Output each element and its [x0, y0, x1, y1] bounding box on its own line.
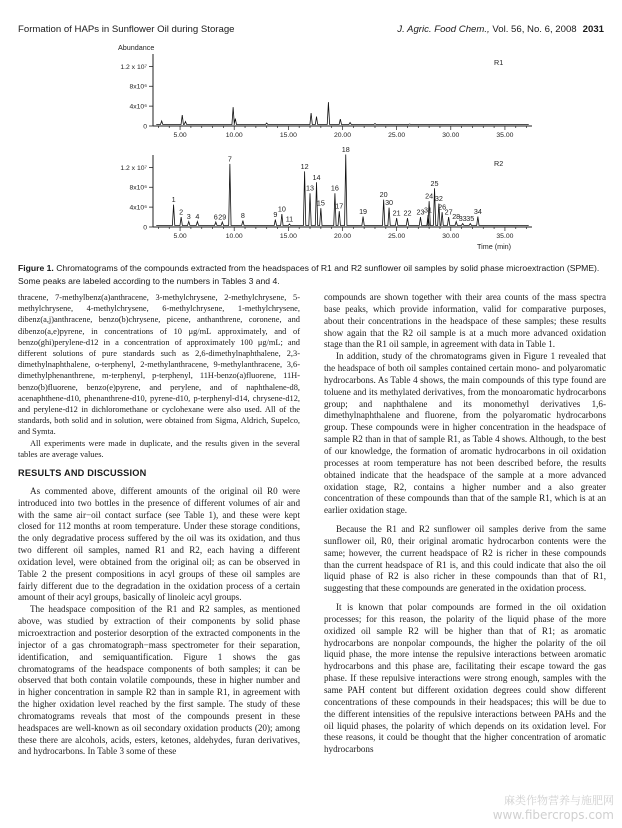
peak-label: 25	[430, 178, 439, 188]
watermark-text: 麻类作物营养与施肥网	[504, 794, 614, 807]
y-tick-label: 4x10⁶	[129, 103, 147, 111]
body-paragraph: The headspace composition of the R1 and R2 samples, as mentioned above, was studied by extraction of their components by solid phase microextraction and posterior desorption of the extracted components in the injector of a gas chromatograph−mass spectrometer for their separation, identification, and semiquantification. Figure 1 shows the gas chromatograms of the headspace components of both samples; it can be observed that both contain volatile compounds, these in higher number and in higher concentration in sample R2 than in sample R1, in agreement with the higher oxidation level reached by the first sample. The study of these chromatograms reveals that most of the compounds present in these headspaces are well-known as oil secondary oxidation products (20); among these there are alcohols, acids, esters, ketones, aldehydes, furan derivatives, and hydrocarbons. In Table 3 some of these	[18, 604, 300, 757]
peak-label: 32	[434, 194, 443, 204]
x-tick-label: 25.00	[388, 233, 406, 240]
x-tick-label: 10.00	[225, 132, 243, 139]
y-tick-label: 1.2 x 10⁷	[120, 63, 147, 71]
peak-label: 23	[416, 207, 425, 217]
panel-label: R1	[494, 58, 504, 67]
peak-label: 17	[335, 201, 344, 211]
peak-label: 21	[392, 208, 401, 218]
caption-text: Chromatograms of the compounds extracted from the headspaces of R1 and R2 sunflower oil samples by solid phase microextraction (SPME). Some peaks are labeled according to the numbers in Tables 3 and 4.	[18, 263, 600, 286]
peak-label: 16	[330, 183, 339, 193]
methods-note: All experiments were made in duplicate, and the results given in the several tables are average values.	[18, 438, 300, 459]
left-column	[18, 292, 300, 758]
panel-label: R2	[494, 159, 504, 168]
peak-label: 14	[312, 172, 321, 182]
x-tick-label: 20.00	[333, 233, 352, 240]
x-tick-label: 35.00	[496, 132, 514, 139]
peak-label: 35	[466, 214, 475, 224]
x-tick-label: 25.00	[388, 132, 406, 139]
y-tick-label: 0	[143, 224, 147, 232]
x-axis-label: Time (min)	[477, 242, 512, 251]
body-paragraph: It is known that polar compounds are formed in the oil oxidation processes; for this reason, the polarity of the liquid phase of the more oxidized oil sample R2 will be higher than that of R1; as aromatic hydrocarbons are nonpolar compounds, the higher the polarity of the oil liquid phase, the more intense the repulsive interactions between aromatic hydrocarbons and this phase are, facilitating their escape toward the gas phase. If these repulsive interactions were strong enough, samples with the same PAH content but different oxidation degrees could show different concentrations of these compounds in their headspaces; this will be due to the different intensities of the repulsive interactions between PAHs and the oil liquid phases, the polarity of which depends on its oxidation level. For these reasons, it could be thought that the higher concentration of aromatic hydrocarbons	[324, 602, 606, 755]
peak-label: 2	[179, 207, 184, 217]
running-title: Formation of HAPs in Sunflower Oil during Storage	[18, 24, 235, 35]
y-tick-label: 4x10⁶	[129, 204, 147, 212]
peak-label: 18	[341, 145, 350, 155]
y-tick-label: 8x10⁶	[129, 184, 147, 192]
peak-label: 15	[316, 198, 325, 208]
peak-label: 8	[240, 211, 245, 221]
right-column	[324, 292, 606, 756]
peak-label: 28	[452, 212, 461, 222]
x-tick-label: 15.00	[279, 132, 297, 139]
volume-info: Vol. 56, No. 6, 2008	[492, 24, 577, 35]
peak-label: 1	[171, 195, 176, 205]
chromatogram-trace	[156, 102, 529, 124]
peak-label: 24	[425, 191, 434, 201]
x-tick-label: 30.00	[442, 233, 460, 240]
journal-citation	[397, 24, 604, 35]
x-tick-label: 5.00	[173, 233, 187, 240]
running-head	[18, 24, 604, 36]
x-tick-label: 5.00	[173, 132, 187, 139]
y-tick-label: 1.2 x 10⁷	[120, 164, 147, 172]
x-tick-label: 10.00	[225, 233, 243, 240]
x-tick-label: 20.00	[333, 132, 352, 139]
peak-label: 34	[473, 207, 482, 217]
y-axis-label: Abundance	[118, 43, 155, 52]
peak-label: 27	[444, 207, 453, 217]
peak-label: 33	[458, 214, 467, 224]
peak-label: 12	[300, 161, 309, 171]
page-number: 2031	[582, 24, 604, 35]
peak-label: 13	[306, 183, 315, 193]
peak-label: 26	[438, 202, 447, 212]
peak-label: 3	[186, 212, 191, 222]
body-paragraph: Because the R1 and R2 sunflower oil samples derive from the same sunflower oil, R0, their original aromatic hydrocarbon contents were the same; however, the current headspace of R2 is richer in these compounds than the current headspace of R1 is, and this could indicate that also the oil liquid phase of R2 is also richer in these compounds than that of R1, suggesting that these compounds are generated in the oxidation process.	[324, 524, 606, 594]
peak-label: 6	[213, 212, 218, 222]
x-tick-label: 30.00	[442, 132, 460, 139]
peak-label: 30	[385, 198, 394, 208]
figure-caption	[18, 262, 606, 288]
methods-paragraph: thracene, 7-methylbenz(a)anthracene, 3-methylchrysene, 2-methylchrysene, 5-methylchrysene, 4-methylchrysene, 6-methylchrysene, 1-methylchrysene, dibenz(a,j)anthracene, benzo(b)chrysene, picene, anthanthrene, coronene, and dibenzo(a,e)pyrene, in concentrations of 10 μg/mL approximately, and of benzo(ghi)perylene-d12 in a concentration of approximately 100 μg/mL; and different solutions of pure standards such as 2,6-dimethylnaphthalene, 2,3-dimethylnaphthalene, o-terphenyl, 2-methylanthracene, 9-methylanthracene, 3,6-dimethylphenanthrene, m-terphenyl, p-terphenyl, 11H-benzo(a)fluorene, 11H-benzo(b)fluorene, benzo(e)pyrene, and perylene, and of naphthalene-d8, acenaphthene-d10, phenanthrene-d10, pyrene-d10, p-terphenyl-d14, chrysene-d12, and perylene-d12 in dichloromethane or cyclohexane were also used. All of the standards, both solid and in solution, were obtained from Sigma, Aldrich, Supelco, and Symta.	[18, 293, 300, 437]
peak-label: 29	[218, 212, 227, 222]
peak-label: 7	[227, 154, 232, 164]
peak-label: 11	[285, 214, 294, 224]
x-tick-label: 35.00	[496, 233, 514, 240]
caption-label: Figure 1.	[18, 263, 54, 273]
y-tick-label: 0	[143, 123, 147, 131]
section-heading: RESULTS AND DISCUSSION	[18, 468, 147, 479]
chromatogram-figure	[0, 40, 622, 260]
watermark	[493, 792, 614, 822]
peak-label: 10	[277, 204, 286, 214]
body-paragraph: In addition, study of the chromatograms given in Figure 1 revealed that the headspace of both oil samples contained certain mono- and polyaromatic hydrocarbons. As Table 4 shows, the main compounds of this type found are toluene and its methylated derivatives, from the monoaromatic hydrocarbons group; and naphthalene and its monomethyl derivatives 1,6-dimethylnaphthalene and fluorene, from the polyaromatic hydrocarbons group. These compounds were in higher concentration in the headspace of sample R2 than in that of sample R1, as Table 4 shows. Although, to the best of our knowledge, the formation of aromatic hydrocarbons in oil oxidation processes at room temperature has not been described before, the results obtained indicate that the headspace of the sample at a more advanced oxidation stage, R2, contains a higher number and a also greater concentration of these compounds than that of the sample R1, which is at an earlier oxidation stage.	[324, 351, 606, 516]
peak-label: 19	[359, 207, 368, 217]
peak-label: 31	[424, 205, 433, 215]
peak-label: 4	[195, 212, 200, 222]
body-paragraph: As commented above, different amounts of the original oil R0 were introduced into two bottles in the presence of different volumes of air and with the same air−oil contact surface (see Table 1), and these were kept closed for 112 months at room temperature. Under these storage conditions, the only degradative process suffered by the oil was its oxidation, and thus two different oil samples, named R1 and R2, each having a different oxidation level, were obtained from the original oil; as can be observed in Table 2 the present compositions in acyl groups of these oil samples are fairly different due to the degradation in the oxidation process of a certain amount of their acyl groups, basically of linoleic acyl groups.	[18, 485, 300, 603]
peak-label: 20	[379, 190, 388, 200]
peak-label: 9	[273, 210, 278, 220]
watermark-url: www.fibercrops.com	[492, 808, 614, 822]
peak-label: 22	[403, 208, 412, 218]
y-tick-label: 8x10⁶	[129, 83, 147, 91]
body-paragraph: compounds are shown together with their area counts of the mass spectra base peaks, which provide information, valid for comparative purposes, about their concentrations in the headspace of these samples; these results show again that the R2 oil sample is at a much more advanced oxidation stage than the R1 oil sample, in agreement with data in Table 1.	[324, 292, 606, 350]
x-tick-label: 15.00	[279, 233, 297, 240]
journal-name: J. Agric. Food Chem.,	[397, 24, 490, 35]
